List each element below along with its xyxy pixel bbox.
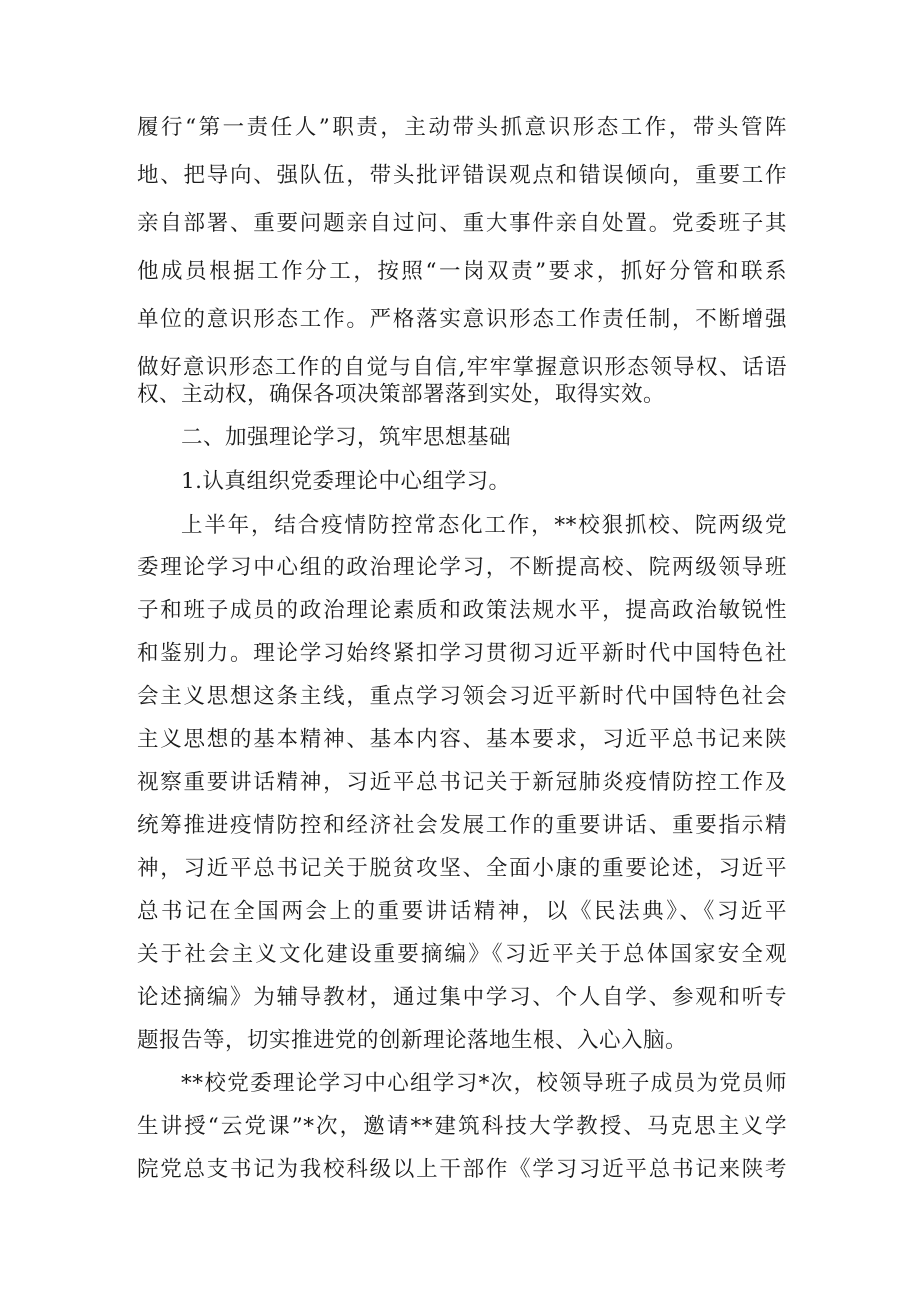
- paragraph-line: 题报告等，切实推进党的创新理论落地生根、入心入脑。: [137, 1028, 688, 1053]
- paragraph-line: 亲自部署、重要问题亲自过问、重大事件亲自处置。党委班子其: [137, 211, 787, 236]
- paragraph-line: **校党委理论学习中心组学习*次，校领导班子成员为党员师: [181, 1071, 787, 1096]
- paragraph-line: 论述摘编》为辅导教材，通过集中学习、个人自学、参观和听专: [137, 985, 787, 1010]
- paragraph-line: 统筹推进疫情防控和经济社会发展工作的重要讲话、重要指示精: [137, 813, 787, 838]
- paragraph-line: 主义思想的基本精神、基本内容、基本要求，习近平总书记来陕: [137, 727, 787, 752]
- paragraph-line: 和鉴别力。理论学习始终紧扣学习贯彻习近平新时代中国特色社: [137, 641, 787, 666]
- section-heading: 二、加强理论学习，筑牢思想基础: [181, 425, 512, 450]
- paragraph-line: 视察重要讲话精神，习近平总书记关于新冠肺炎疫情防控工作及: [137, 770, 787, 795]
- paragraph-line: 会主义思想这条主线，重点学习领会习近平新时代中国特色社会: [137, 684, 787, 709]
- paragraph-line: 生讲授“云党课”*次，邀请**建筑科技大学教授、马克思主义学: [137, 1114, 787, 1139]
- paragraph-line: 关于社会主义文化建设重要摘编》《习近平关于总体国家安全观: [137, 942, 787, 967]
- paragraph-line: 权、主动权，确保各项决策部署落到实处，取得实效。: [137, 382, 666, 407]
- paragraph-line: 履行“第一责任人”职责，主动带头抓意识形态工作，带头管阵: [137, 115, 787, 140]
- paragraph-line: 他成员根据工作分工，按照“一岗双责”要求，抓好分管和联系: [137, 259, 787, 284]
- section-subheading: 1.认真组织党委理论中心组学习。: [181, 469, 511, 494]
- paragraph-line: 总书记在全国两会上的重要讲话精神，以《民法典》、《习近平: [137, 899, 787, 924]
- paragraph-line: 地、把导向、强队伍，带头批评错误观点和错误倾向，重要工作: [137, 163, 787, 188]
- paragraph-line: 上半年，结合疫情防控常态化工作，**校狠抓校、院两级党: [181, 513, 787, 538]
- paragraph-line: 院党总支书记为我校科级以上干部作《学习习近平总书记来陕考: [137, 1157, 787, 1182]
- paragraph-line: 子和班子成员的政治理论素质和政策法规水平，提高政治敏锐性: [137, 598, 787, 623]
- paragraph-line: 做好意识形态工作的自觉与自信,牢牢掌握意识形态领导权、话语: [137, 355, 787, 380]
- paragraph-line: 神，习近平总书记关于脱贫攻坚、全面小康的重要论述，习近平: [137, 856, 787, 881]
- paragraph-line: 委理论学习中心组的政治理论学习，不断提高校、院两级领导班: [137, 555, 787, 580]
- paragraph-line: 单位的意识形态工作。严格落实意识形态工作责任制，不断增强: [137, 307, 787, 332]
